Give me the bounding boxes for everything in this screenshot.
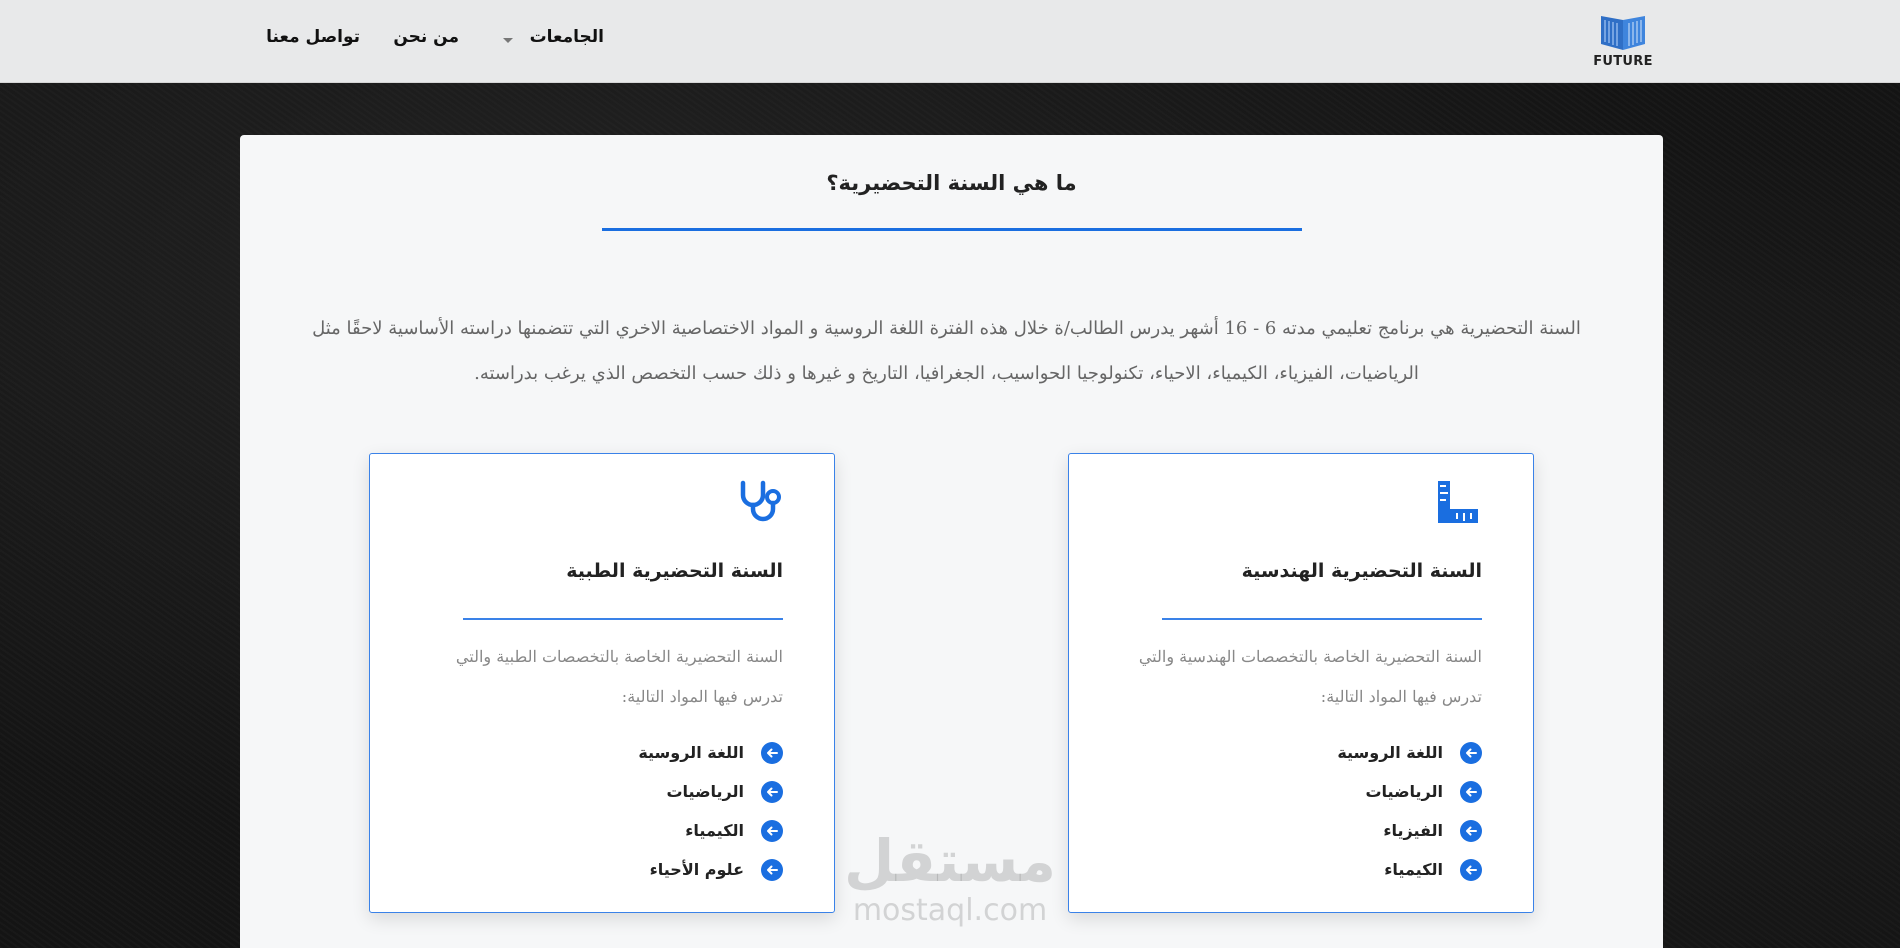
- ruler-icon: [1436, 479, 1482, 525]
- subject-label: الرياضيات: [1365, 782, 1443, 801]
- list-item: [1337, 850, 1482, 889]
- watermark-arabic: مستقل: [843, 827, 1057, 895]
- site-logo[interactable]: [1595, 14, 1651, 72]
- list-item: [638, 733, 783, 772]
- intro-text: السنة التحضيرية هي برنامج تعليمي مدته 6 - 16 أشهر يدرس الطالب/ة خلال هذه الفترة اللغة الروسية و المواد الاختصاصية الاخري التي تتضمنها دراسته الأساسية لاحقًا مثل الرياضيات، الفيزياء، الكيمياء، الاحياء، تكنولوجيا الحواسيب، الجغرافيا، التاريخ و غيرها و ذلك حسب التخصص الذي يرغب بدراسته.: [312, 318, 1581, 384]
- subject-label: الرياضيات: [666, 782, 744, 801]
- nav-contact[interactable]: تواصل معنا: [266, 27, 360, 47]
- arrow-left-icon: [1460, 781, 1482, 803]
- engineering-card-title: السنة التحضيرية الهندسية: [1241, 560, 1482, 582]
- arrow-left-icon: [761, 781, 783, 803]
- list-item: [638, 811, 783, 850]
- page-title: ما هي السنة التحضيرية؟: [826, 171, 1077, 195]
- arrow-left-icon: [1460, 859, 1482, 881]
- list-item: [638, 772, 783, 811]
- subject-label: علوم الأحياء: [649, 860, 744, 879]
- brand-name: FUTURE: [1593, 54, 1653, 69]
- navbar: [0, 0, 1900, 83]
- list-item: [1337, 811, 1482, 850]
- card-divider: [1162, 618, 1482, 620]
- list-item: [1337, 772, 1482, 811]
- arrow-left-icon: [761, 742, 783, 764]
- nav-universities[interactable]: [530, 27, 604, 47]
- engineering-card: [1068, 453, 1534, 913]
- watermark-latin: mostaql.com: [852, 893, 1048, 928]
- medical-card: [369, 453, 835, 913]
- medical-subjects-list: [638, 733, 783, 889]
- watermark: [830, 828, 1070, 948]
- nav-universities-label: الجامعات: [529, 27, 604, 47]
- subject-label: اللغة الروسية: [1337, 743, 1443, 762]
- list-item: [1337, 733, 1482, 772]
- subject-label: الفيزياء: [1383, 821, 1443, 840]
- nav-about[interactable]: من نحن: [393, 27, 459, 47]
- medical-card-title: السنة التحضيرية الطبية: [566, 560, 783, 582]
- card-divider: [463, 618, 783, 620]
- list-item: [638, 850, 783, 889]
- engineering-subjects-list: [1337, 733, 1482, 889]
- chevron-down-icon[interactable]: [503, 38, 513, 43]
- arrow-left-icon: [761, 820, 783, 842]
- subject-label: اللغة الروسية: [638, 743, 744, 762]
- subject-label: الكيمياء: [1384, 860, 1443, 879]
- title-underline: [602, 228, 1302, 231]
- arrow-left-icon: [1460, 820, 1482, 842]
- medical-card-description: السنة التحضيرية الخاصة بالتخصصات الطبية والتي تدرس فيها المواد التالية:: [455, 647, 783, 706]
- subject-label: الكيمياء: [685, 821, 744, 840]
- engineering-card-description: السنة التحضيرية الخاصة بالتخصصات الهندسية والتي تدرس فيها المواد التالية:: [1138, 647, 1482, 706]
- arrow-left-icon: [1460, 742, 1482, 764]
- arrow-left-icon: [761, 859, 783, 881]
- book-icon: [1597, 14, 1649, 52]
- stethoscope-icon: [737, 479, 783, 525]
